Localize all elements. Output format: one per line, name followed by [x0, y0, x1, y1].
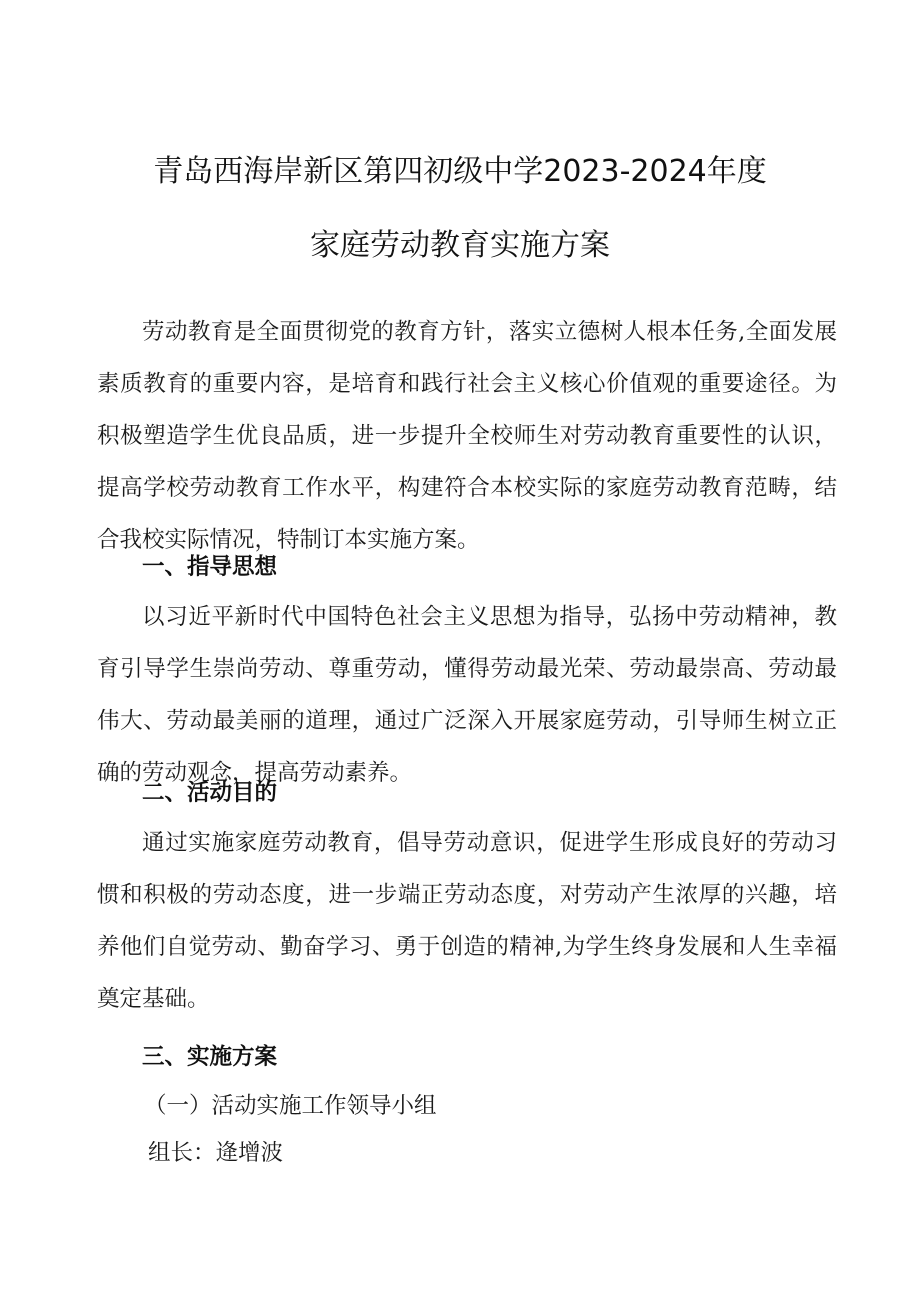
group-leader-line: 组长：逄增波	[148, 1140, 284, 1166]
section-heading-implementation-plan: 三、实施方案	[142, 1044, 278, 1070]
document-title-line2: 家庭劳动教育实施方案	[310, 228, 610, 263]
guiding-ideology-paragraph: 以习近平新时代中国特色社会主义思想为指导，弘扬中劳动精神，教育引导学生崇尚劳动、尊重劳动，懂得劳动最光荣、劳动最崇高、劳动最伟大、劳动最美丽的道理，通过广泛深入开展家庭劳动，引导师生树立正确的劳动观念，提高劳动素养。	[97, 604, 837, 786]
section-heading-guiding-ideology: 一、指导思想	[142, 554, 278, 580]
section-heading-activity-purpose: 二、活动目的	[142, 780, 278, 806]
document-title-line1: 青岛西海岸新区第四初级中学2023-2024年度	[153, 154, 767, 189]
activity-purpose-paragraph: 通过实施家庭劳动教育，倡导劳动意识，促进学生形成良好的劳动习惯和积极的劳动态度，进一步端正劳动态度，对劳动产生浓厚的兴趣，培养他们自觉劳动、勤奋学习、勇于创造的精神,为学生终身发展和人生幸福奠定基础。	[97, 830, 837, 1012]
intro-paragraph: 劳动教育是全面贯彻党的教育方针，落实立德树人根本任务,全面发展素质教育的重要内容，是培育和践行社会主义核心价值观的重要途径。为积极塑造学生优良品质，进一步提升全校师生对劳动教育重要性的认识，提高学校劳动教育工作水平，构建符合本校实际的家庭劳动教育范畴，结合我校实际情况，特制订本实施方案。	[97, 319, 837, 553]
subheading-leadership-group: （一）活动实施工作领导小组	[144, 1093, 437, 1119]
